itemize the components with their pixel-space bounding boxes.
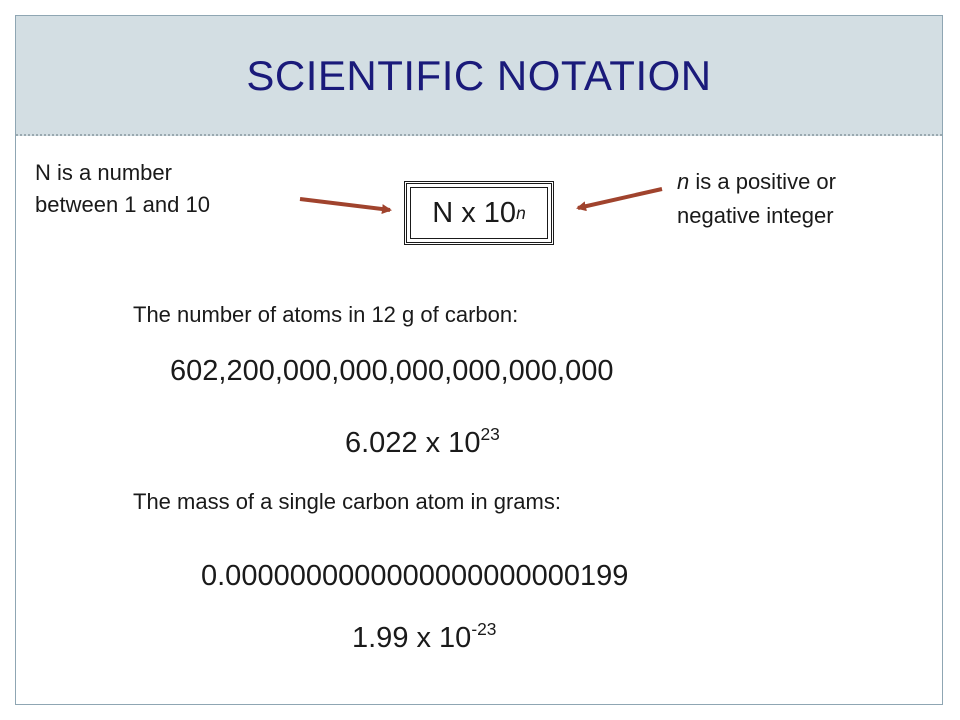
right-note-line1 [677, 165, 836, 199]
right-note-var: n [677, 169, 690, 194]
mass-sci-base: 1.99 x 10 [352, 622, 472, 654]
mass-sci-exp: -23 [471, 618, 497, 639]
mass-scientific [352, 618, 497, 655]
mass-caption: The mass of a single carbon atom in grams: [133, 489, 561, 514]
atoms-sci-base: 6.022 x 10 [345, 427, 481, 459]
formula-base: N x 10 [432, 196, 517, 229]
atoms-scientific [345, 423, 500, 460]
atoms-sci-exp: 23 [480, 423, 500, 444]
slide-title: SCIENTIFIC NOTATION [246, 52, 712, 99]
title-band [16, 16, 942, 136]
right-note-line2: negative integer [677, 203, 834, 228]
left-note [35, 157, 210, 221]
atoms-caption: The number of atoms in 12 g of carbon: [133, 302, 519, 327]
formula-exponent: n [516, 203, 526, 223]
atoms-long-form: 602,200,000,000,000,000,000,000 [170, 355, 614, 387]
right-note [677, 165, 836, 233]
left-note-line2: between 1 and 10 [35, 192, 210, 217]
formula-box [404, 181, 554, 245]
left-note-line1: N is a number [35, 160, 172, 185]
right-note-line1-rest: is a positive or [689, 169, 836, 194]
mass-long-form: 0.0000000000000000000000199 [201, 560, 629, 592]
